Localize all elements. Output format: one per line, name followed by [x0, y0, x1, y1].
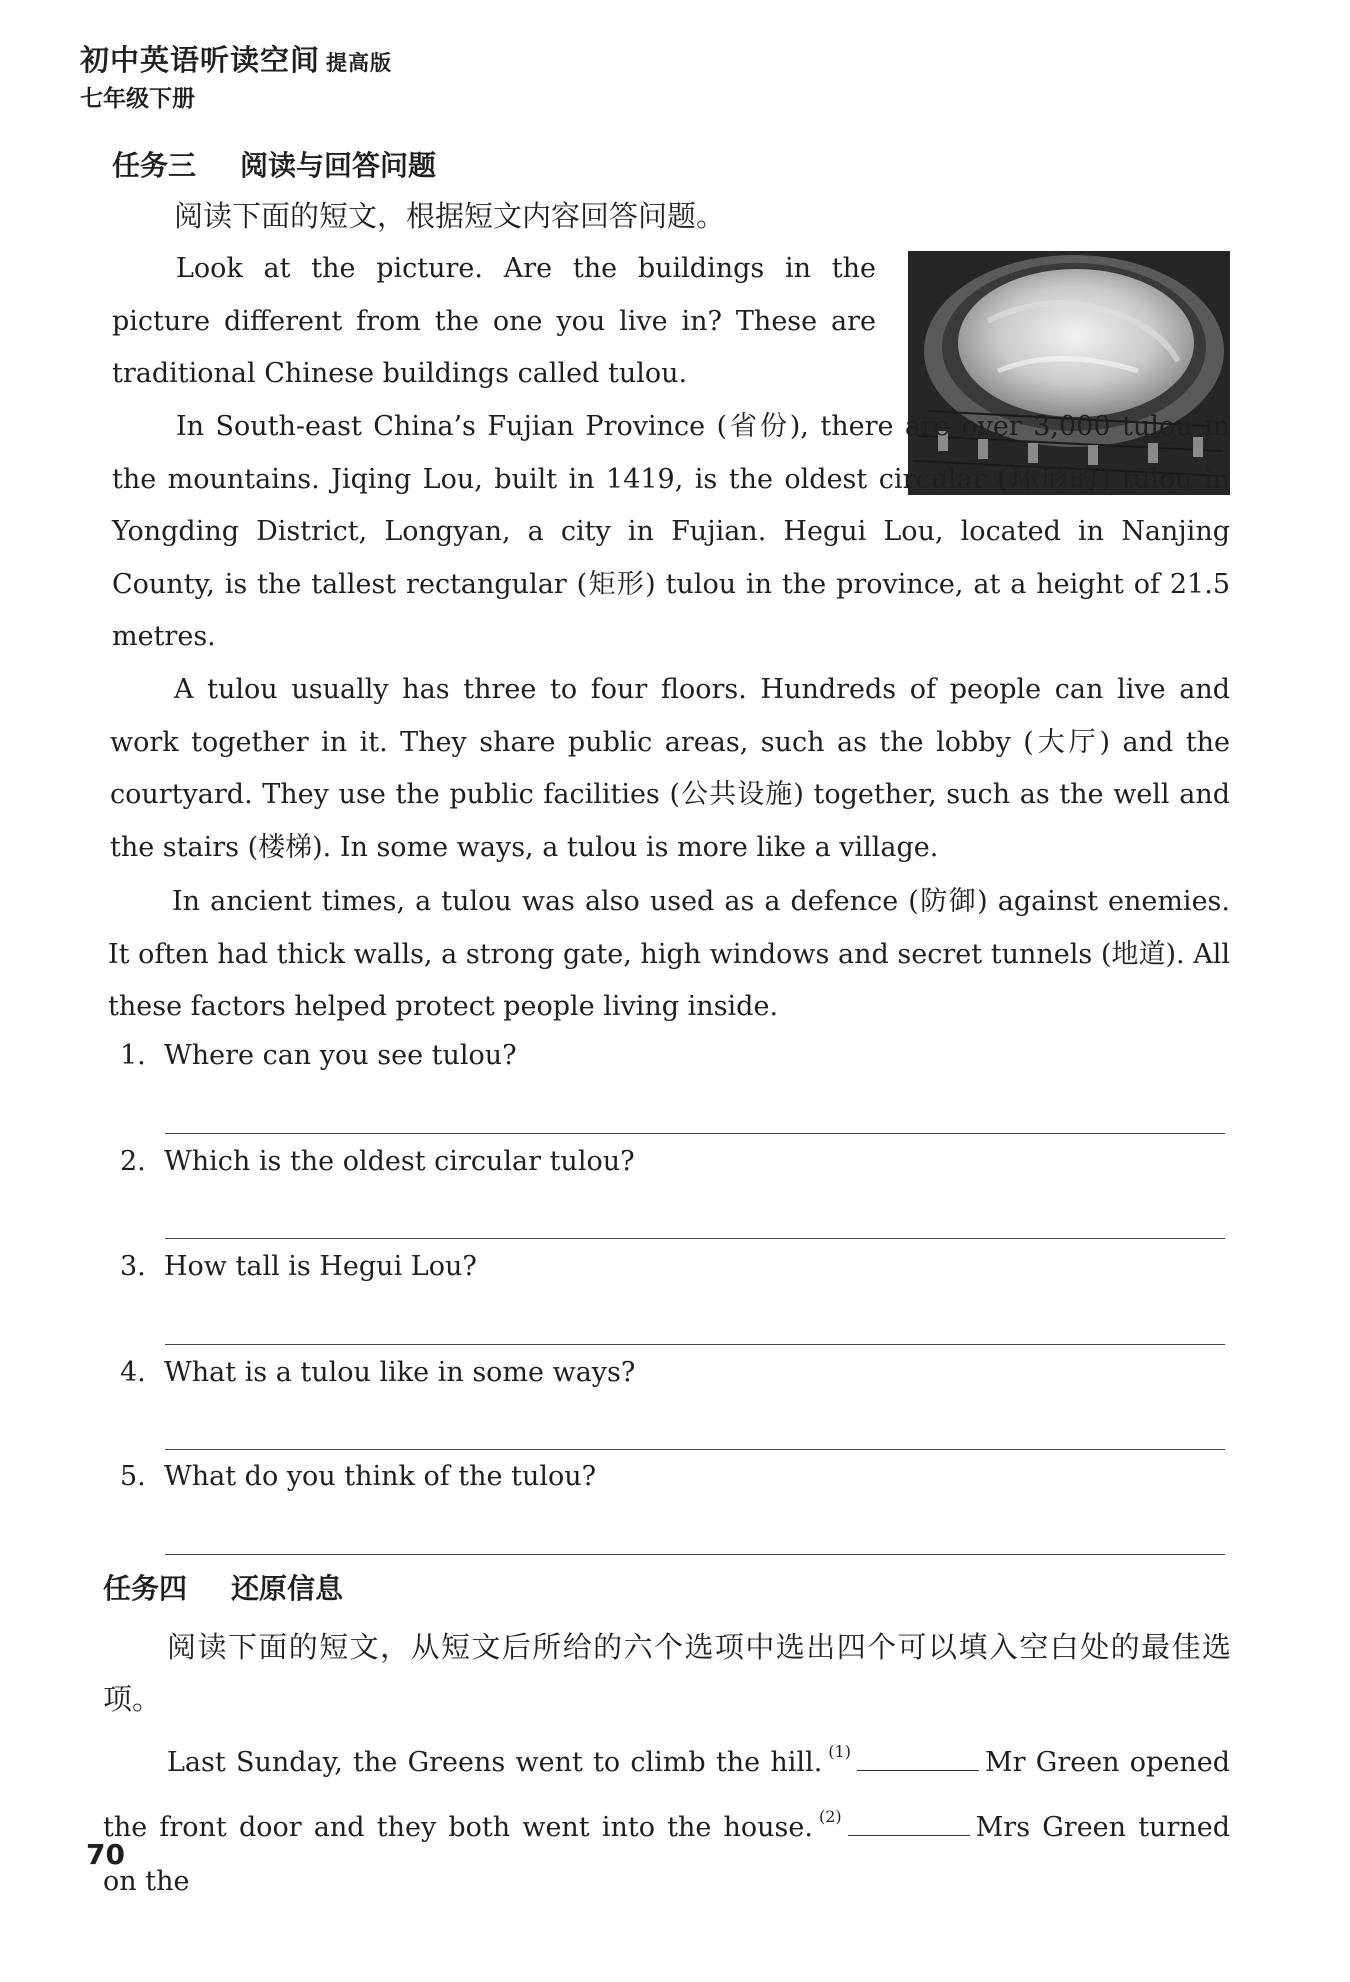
- task4-text-3: Mrs Green turned on the: [103, 1812, 1231, 1897]
- volume-label: 七年级下册: [80, 86, 195, 112]
- task4-instruction: 阅读下面的短文，从短文后所给的六个选项中选出四个可以填入空白处的最佳选项。: [103, 1630, 1231, 1716]
- question-4: [120, 1357, 635, 1388]
- task4-passage: [103, 1725, 1230, 1909]
- paragraph-3: [110, 664, 1230, 874]
- edition-label: 提高版: [326, 51, 393, 75]
- question-number: 1.: [120, 1040, 146, 1071]
- blank-2[interactable]: [848, 1809, 970, 1836]
- task3-number: 任务三: [112, 149, 197, 182]
- question-text: Where can you see tulou?: [164, 1040, 517, 1071]
- question-number: 2.: [120, 1146, 146, 1177]
- task4-number: 任务四: [103, 1572, 188, 1605]
- page-number: 70: [86, 1838, 125, 1871]
- blank-2-label: (2): [818, 1807, 842, 1826]
- paragraph-1: [112, 243, 876, 401]
- question-text: What is a tulou like in some ways?: [164, 1357, 636, 1388]
- blank-1-label: (1): [828, 1742, 851, 1761]
- task4-text-1: Last Sunday, the Greens went to climb the hill.: [167, 1747, 823, 1778]
- book-title: [80, 38, 392, 79]
- paragraph-1-text: Look at the picture. Are the buildings in the picture different from the one you live in? These are traditional Chinese buildings called tulou.: [112, 253, 876, 389]
- task4-heading: [103, 1567, 343, 1607]
- question-text: Which is the oldest circular tulou?: [164, 1146, 635, 1177]
- question-2: [120, 1146, 635, 1177]
- task3-heading: [112, 144, 436, 184]
- question-number: 3.: [120, 1251, 146, 1282]
- question-1: [120, 1040, 517, 1071]
- question-5: [120, 1461, 596, 1492]
- task4-title: 还原信息: [231, 1572, 344, 1605]
- paragraph-3-text: A tulou usually has three to four floors. Hundreds of people can live and work together in it. They share public areas, such as the lobby (大厅) and the courtyard. They use the public facilities (公共设施) together, such as the well and the stairs (楼梯). In some ways, a tulou is more like a village.: [110, 674, 1230, 863]
- blank-1[interactable]: [857, 1744, 979, 1771]
- answer-line-2[interactable]: [165, 1238, 1225, 1239]
- question-text: How tall is Hegui Lou?: [164, 1251, 477, 1282]
- paragraph-4-text: In ancient times, a tulou was also used as a defence (防御) against enemies. It often had thick walls, a strong gate, high windows and secret tunnels (地道). All these factors helped protect people living inside.: [108, 886, 1230, 1022]
- book-title-text: 初中英语听读空间: [80, 43, 321, 77]
- task4-text-2: Mr Green opened the front door and they both went into the house.: [103, 1747, 1230, 1843]
- paragraph-2-text: In South-east China’s Fujian Province (省份), there are over 3,000 tulou in the mountains. Jiqing Lou, built in 1419, is the oldest circular (环形的) tulou in Yongding District, Longyan, a city in Fujian. Hegui Lou, located in Nanjing County, is the tallest rectangular (矩形) tulou in the province, at a height of 21.5 metres.: [112, 411, 1230, 652]
- task3-instruction: 阅读下面的短文，根据短文内容回答问题。: [174, 199, 726, 233]
- paragraph-4: [108, 876, 1230, 1034]
- task3-title: 阅读与回答问题: [240, 149, 437, 182]
- answer-line-3[interactable]: [165, 1344, 1225, 1345]
- answer-line-5[interactable]: [165, 1554, 1225, 1555]
- paragraph-2: [112, 401, 1230, 664]
- question-number: 4.: [120, 1357, 146, 1388]
- question-3: [120, 1251, 477, 1282]
- question-number: 5.: [120, 1461, 146, 1492]
- answer-line-4[interactable]: [165, 1449, 1225, 1450]
- question-text: What do you think of the tulou?: [164, 1461, 597, 1492]
- answer-line-1[interactable]: [165, 1133, 1225, 1134]
